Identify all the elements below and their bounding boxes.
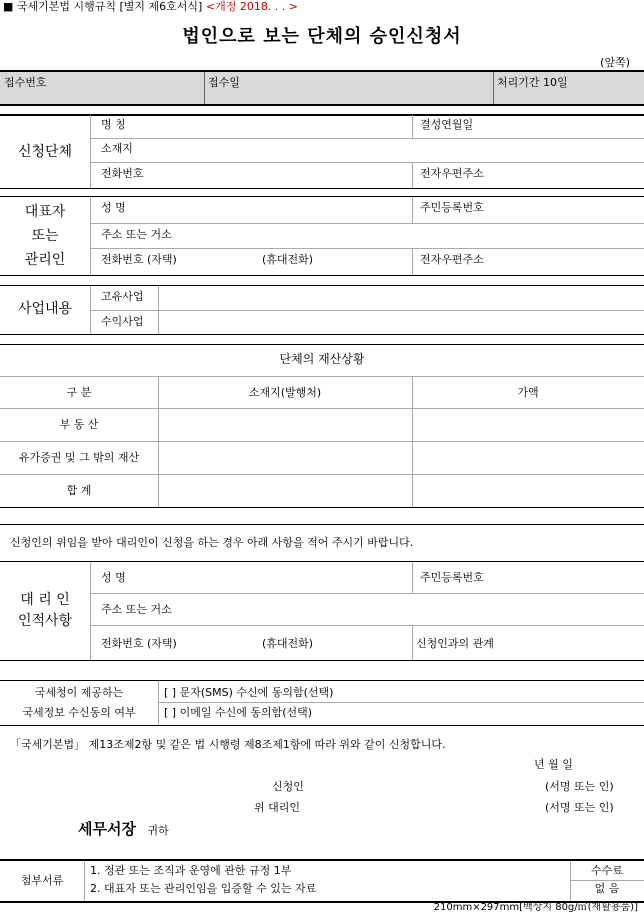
- declaration-date: 년 월 일: [534, 758, 573, 771]
- agent-name-label: 성 명: [101, 571, 126, 584]
- rep-label-line1: 대표자: [24, 204, 66, 220]
- rep-phone-label: 전화번호 (자택): [101, 253, 177, 266]
- rep-label-line2: 또는: [31, 228, 59, 244]
- rep-mobile-label: (휴대전화): [262, 253, 314, 266]
- property-col-value: 가액: [517, 386, 539, 399]
- business-label: 사업내용: [17, 301, 73, 317]
- consent-sms-option[interactable]: [ ] 문자(SMS) 수신에 동의함(선택): [164, 686, 334, 699]
- org-established-label: 결성연월일: [420, 118, 474, 131]
- paper-spec: 210mm×297mm[백상지 80g/㎡(재활용품)]: [433, 902, 638, 913]
- fee-label: 수수료: [591, 864, 623, 877]
- receipt-number-label: 접수번호: [4, 76, 47, 89]
- rep-address-label: 주소 또는 거소: [101, 228, 172, 241]
- agent-sign-label: 위 대리인: [254, 801, 301, 814]
- property-title: 단체의 재산상황: [279, 352, 365, 366]
- recipient: [78, 822, 169, 838]
- rep-name-label: 성 명: [101, 201, 126, 214]
- org-address-label: 소재지: [101, 142, 133, 155]
- form-reference: ■ 국세기본법 시행규칙 [별지 제6호서식] <개정 2018. . . >: [3, 0, 299, 13]
- profit-business-label: 수익사업: [101, 315, 144, 328]
- applicant-signature: (서명 또는 인): [545, 780, 614, 793]
- front-page-mark: (앞쪽): [600, 56, 630, 69]
- agent-label-line1: 대 리 인: [20, 592, 70, 608]
- attachment-item-1: 1. 정관 또는 조직과 운영에 관한 규정 1부: [90, 864, 292, 877]
- agent-relation-label: 신청인과의 관계: [416, 637, 494, 650]
- agent-address-label: 주소 또는 거소: [101, 603, 172, 616]
- property-col-location: 소재지(발행처): [248, 386, 322, 399]
- recipient-office: 세무서장: [78, 820, 136, 838]
- rep-label-line3: 관리인: [24, 252, 66, 268]
- property-total: 합 계: [66, 484, 92, 497]
- org-name-label: 명 칭: [101, 118, 126, 131]
- fee-value: 없 음: [594, 882, 620, 895]
- property-col-type: 구 분: [66, 386, 92, 399]
- agent-signature: (서명 또는 인): [545, 801, 614, 814]
- property-real-estate: 부 동 산: [59, 418, 99, 431]
- processing-period: 처리기간 10일: [497, 76, 568, 89]
- rep-email-label: 전자우편주소: [420, 253, 484, 266]
- agent-notice: 신청인의 위임을 받아 대리인이 신청을 하는 경우 아래 사항을 적어 주시기 바랍니다.: [10, 536, 414, 549]
- recipient-honorific: 귀하: [147, 824, 169, 837]
- declaration-text: 「국세기본법」 제13조제2항 및 같은 법 시행령 제8조제1항에 따라 위와 같이 신청합니다.: [10, 738, 446, 751]
- org-phone-label: 전화번호: [101, 167, 144, 180]
- agent-mobile-label: (휴대전화): [262, 637, 314, 650]
- agent-phone-label: 전화번호 (자택): [101, 637, 177, 650]
- consent-email-option[interactable]: [ ] 이메일 수신에 동의함(선택): [164, 706, 313, 719]
- consent-label-line2: 국세정보 수신동의 여부: [22, 706, 136, 719]
- attachment-item-2: 2. 대표자 또는 관리인임을 입증할 수 있는 자료: [90, 882, 317, 895]
- consent-label-line1: 국세청이 제공하는: [34, 686, 124, 699]
- agent-rrn-label: 주민등록번호: [420, 571, 484, 584]
- receipt-date-label: 접수일: [208, 76, 240, 89]
- org-email-label: 전자우편주소: [420, 167, 484, 180]
- applicant-label: 신청인: [272, 780, 304, 793]
- inherent-business-label: 고유사업: [101, 290, 144, 303]
- amendment-note: <개정 2018. . . >: [205, 0, 299, 13]
- rep-rrn-label: 주민등록번호: [420, 201, 484, 214]
- attachments-label: 첨부서류: [20, 874, 64, 887]
- agent-label-line2: 인적사항: [17, 613, 73, 629]
- applicant-org-label: 신청단체: [17, 144, 73, 160]
- page-title: 법인으로 보는 단체의 승인신청서: [182, 26, 462, 47]
- property-securities: 유가증권 및 그 밖의 재산: [18, 451, 140, 464]
